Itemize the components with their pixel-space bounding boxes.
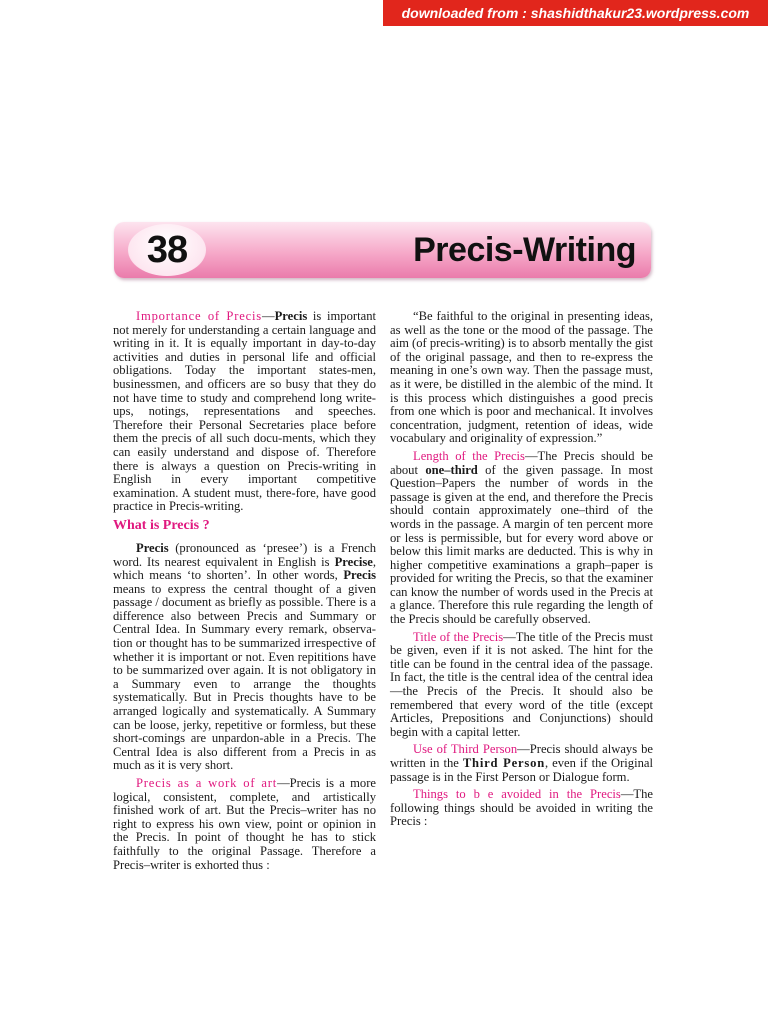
importance-lead: Importance of Precis bbox=[136, 309, 262, 323]
definition-paragraph bbox=[113, 542, 376, 773]
chapter-number: 38 bbox=[146, 229, 188, 271]
third-person-lead: Use of Third Person bbox=[413, 742, 518, 757]
things-avoided-paragraph bbox=[390, 788, 653, 829]
definition-bold-3: Precis bbox=[343, 568, 376, 583]
things-avoided-lead: Things to b e avoided in the Precis bbox=[413, 787, 621, 802]
length-lead: Length of the Precis bbox=[413, 448, 525, 463]
importance-bold: Precis bbox=[274, 309, 308, 323]
work-of-art-text: Precis is a more logical, consistent, complete, and artistically finished work of art. But the Precis–writer has no right to express his own view, point or opinion in the Precis. In point of thought he has to stick faithfully to the original Passage. Therefore a Precis–writer is exhorted thus : bbox=[113, 776, 377, 872]
title-lead: Title of the Precis bbox=[413, 629, 504, 644]
third-person-text-2: , even if the Original passage is in the First Person or Dialogue form. bbox=[390, 756, 653, 784]
third-person-dash: — bbox=[517, 742, 530, 757]
download-source-banner: downloaded from : shashidthakur23.wordpress.com bbox=[383, 0, 768, 26]
definition-bold-2: Precise bbox=[334, 554, 373, 569]
chapter-title: Precis-Writing bbox=[413, 231, 636, 269]
title-text: The title of the Precis must be given, even if it is not asked. The hint for the title can be found in the central idea of the passage. In fact, the title is the central idea of the central idea—the Precis of the Precis. It should also be remembered that every word of the title (except Articles, Prepositions and Conjunctions) should begin with a capital letter. bbox=[390, 629, 653, 739]
importance-text: is important not merely for understanding a certain language and writing in it. It is equally important in day-to-day activities and duties in personal life and official obligations. Today the important states-men, businessmen, and officers are so busy that they do not have time to study and comprehend long write-ups, notings, representations and speeches. Therefore their Personal Secretaries place before them the precis of all such docu-ments, which they can easily understand and dispose of. Therefore there is always a question on Precis-writing in English in every important competitive examination. A student must, there-fore, have good practice in Precis-writing. bbox=[113, 309, 376, 514]
length-bold: one–third bbox=[425, 462, 478, 477]
third-person-paragraph bbox=[390, 743, 653, 784]
definition-bold-1: Precis bbox=[136, 540, 169, 555]
work-of-art-paragraph bbox=[113, 777, 376, 872]
importance-dash: — bbox=[262, 309, 275, 323]
title-dash: — bbox=[503, 629, 516, 644]
work-of-art-lead: Precis as a work of art bbox=[136, 776, 278, 790]
third-person-bold: Third Person bbox=[462, 756, 546, 770]
quotation-paragraph bbox=[390, 310, 653, 446]
things-avoided-text: The following things should be avoided in writing the Precis : bbox=[390, 787, 653, 829]
definition-text-2: , which means ‘to shorten’. In other words, bbox=[113, 554, 376, 583]
title-paragraph bbox=[390, 631, 653, 740]
definition-text-1: (pronounced as ‘presee’) is a French word. Its nearest equivalent in English is bbox=[113, 540, 376, 569]
left-column bbox=[113, 310, 376, 876]
length-text-1: The Precis should be about bbox=[390, 448, 653, 477]
third-person-text-1: Precis should always be written in the bbox=[390, 742, 654, 770]
right-column bbox=[390, 310, 653, 833]
importance-paragraph bbox=[113, 310, 376, 514]
things-avoided-dash: — bbox=[620, 787, 634, 802]
what-is-precis-heading: What is Precis ? bbox=[113, 517, 210, 533]
quotation-text: “Be faithful to the original in presenting ideas, as well as the tone or the mood of the passage. The aim (of precis-writing) is to absorb mentally the gist of the original passage, and then to re-express the meaning in one’s own way. Then the passage must, as it were, be distilled in the alembic of the mind. It is this process which distinguishes a good precis from one which is poor and mechanical. It involves concentration, judgment, retention of ideas, wide vocabulary and originality of expression.” bbox=[390, 309, 654, 446]
length-dash: — bbox=[524, 448, 538, 463]
work-of-art-dash: — bbox=[277, 776, 290, 790]
length-text-2: of the given passage. In most Question–Papers the number of words in the passage is given at the end, and therefore the Precis should contain approximately one–third of the words in the passage. A margin of ten percent more or less is permissible, but for every word above or below this limit marks are deducted. This is why in higher competitive examinations a graph–paper is provided for writing the Precis, so that the examiner can know the number of words used in the Precis at a glance. Therefore this rule regarding the length of the Precis should be carefully observed. bbox=[390, 462, 653, 627]
length-paragraph bbox=[390, 450, 653, 627]
definition-text-3: means to express the central thought of a given passage / document as briefly as possible. There is a difference also between Precis and Summary or Central Idea. In Summary every remark, observa-tion or thought has to be summarized irrespective of whether it is important or not. Even repititions have to be summarized over again. It is not obligatory in a Summary even to arrange the thoughts systematically. But in Precis thoughts have to be arranged logically and systematically. A Summary can be loose, jerky, repetitive or formless, but these short-comings are unpardon-able in a Precis. The Central Idea is also different from a Precis in as much as it is very short. bbox=[113, 581, 376, 773]
